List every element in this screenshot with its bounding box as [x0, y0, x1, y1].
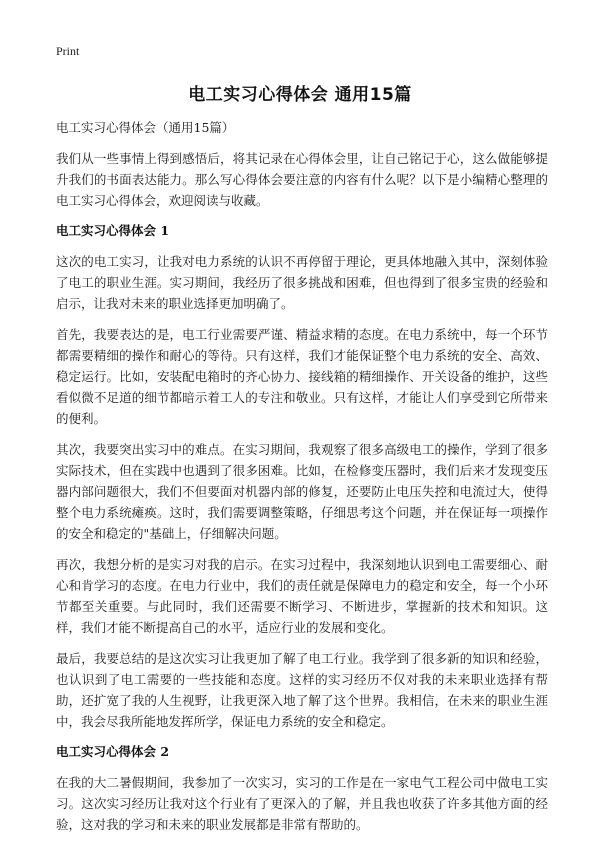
intro-paragraph: 我们从一些事情上得到感悟后，将其记录在心得体会里，让自己铭记于心，这么做能够提升我们的书面表达能力。那么写心得体会要注意的内容有什么呢？以下是小编精心整理的电工实习心得体会，欢迎阅读与收藏。 [56, 151, 548, 208]
document-subtitle: 电工实习心得体会（通用15篇） [56, 120, 235, 135]
section-heading-2: 电工实习心得体会 2 [56, 744, 170, 759]
print-link[interactable]: Print [56, 44, 80, 58]
section-2-paragraph-1: 在我的大二暑假期间，我参加了一次实习，实习的工作是在一家电气工程公司中做电工实习。这次实习经历让我对这个行业有了更深入的了解，并且我也收获了许多其他方面的经验，这对我的学习和未来的职业发展都是非常有帮助的。 [56, 775, 548, 832]
section-1-paragraph-4: 再次，我想分析的是实习对我的启示。在实习过程中，我深刻地认识到电工需要细心、耐心和肯学习的态度。在电力行业中，我们的责任就是保障电力的稳定和安全，每一个小环节都至关重要。与此同时，我们还需要不断学习、不断进步，掌握新的技术和知识。这样，我们才能不断提高自己的水平，适应行业的发展和变化。 [56, 557, 548, 635]
page-title: 电工实习心得体会 通用15篇 [188, 85, 412, 105]
section-1-paragraph-1: 这次的电工实习，让我对电力系统的认识不再停留于理论，更具体地融入其中，深刻体验了电工的职业生涯。实习期间，我经历了很多挑战和困难，但也得到了很多宝贵的经验和启示，让我对未来的职业选择更加明确了。 [56, 254, 548, 311]
section-1-paragraph-3: 其次，我要突出实习中的难点。在实习期间，我观察了很多高级电工的操作，学到了很多实际技术，但在实践中也遇到了很多困难。比如，在检修变压器时，我们后来才发现变压器内部问题很大，我们不但要面对机器内部的修复，还要防止电压失控和电流过大，使得整个电力系统瘫痪。这时，我们需要调整策略，仔细思考这个问题，并在保证每一项操作的安全和稳定的"基础上，仔细解决问题。 [56, 442, 548, 541]
document-content [56, 118, 548, 845]
section-1-paragraph-5: 最后，我要总结的是这次实习让我更加了解了电工行业。我学到了很多新的知识和经验，也认识到了电工需要的一些技能和态度。这样的实习经历不仅对我的未来职业选择有帮助，还扩宽了我的人生视野，让我更深入地了解了这个世界。我相信，在未来的职业生涯中，我会尽我所能地发挥所学，保证电力系统的安全和稳定。 [56, 651, 548, 729]
section-heading-1: 电工实习心得体会 1 [56, 223, 170, 238]
section-1-paragraph-2: 首先，我要表达的是，电工行业需要严谨、精益求精的态度。在电力系统中，每一个环节都需要精细的操作和耐心的等待。只有这样，我们才能保证整个电力系统的安全、高效、稳定运行。比如，安装配电箱时的齐心协力、接线箱的精细操作、开关设备的维护，这些看似微不足道的细节都暗示着工人的专注和敬业。只有这样，才能让人们享受到它所带来的便利。 [56, 327, 548, 426]
